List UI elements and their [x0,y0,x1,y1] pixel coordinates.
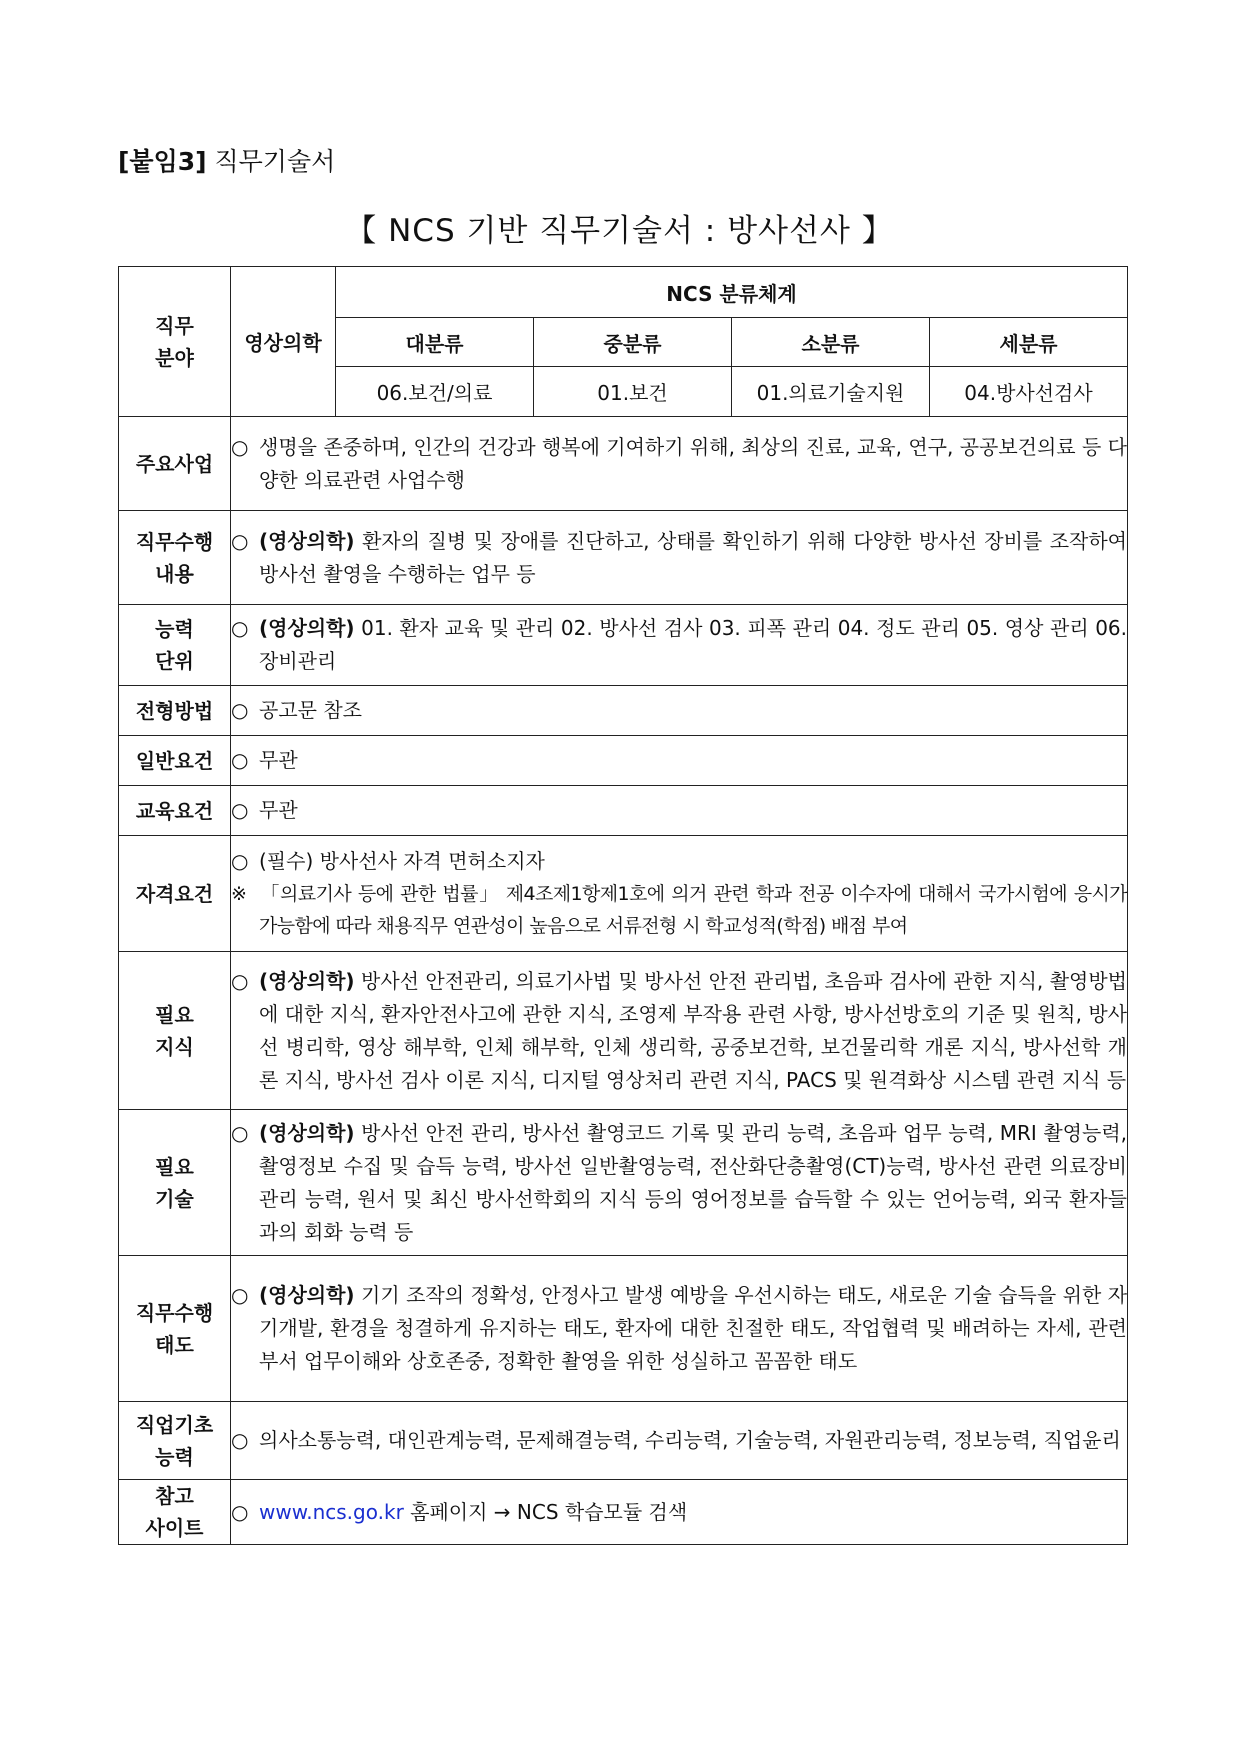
job-attitude-row [119,1256,1128,1402]
required-skills-row [119,1110,1128,1256]
required-knowledge-text: 방사선 안전관리, 의료기사법 및 방사선 안전 관리법, 초음파 검사에 관한 지식, 촬영방법에 대한 지식, 환자안전사고에 관한 지식, 조영제 부작용 관련 사항, 방사선방호의 기준 및 원칙, 방사선 병리학, 영상 해부학, 인체 해부학, 인체 생리학, 공중보건학, 보건물리학 개론 지식, 방사선학 개론 지식, 방사선 검사 이론 지식, 디지털 영상처리 관련 지식, PACS 및 원격화상 시스템 관련 지식 등 [259,968,1128,1092]
reference-site-label: 참고 사이트 [119,1480,231,1545]
reference-site-text: 홈페이지 → NCS 학습모듈 검색 [410,1499,688,1524]
education-requirement-row [119,786,1128,836]
job-attitude-content [231,1256,1128,1402]
selection-method-content [231,686,1128,736]
required-knowledge-label: 필요 지식 [119,952,231,1110]
selection-method-label: 전형방법 [119,686,231,736]
job-content-label: 직무수행 내용 [119,511,231,605]
job-content-row [119,511,1128,605]
required-skills-text: 방사선 안전 관리, 방사선 촬영코드 기록 및 관리 능력, 초음파 업무 능력, MRI 촬영능력, 촬영정보 수집 및 습득 능력, 방사선 일반촬영능력, 전산화단층촬영(CT)능력, 방사선 관련 의료장비 관리 능력, 원서 및 최신 방사선학회의 지식 등의 영어정보를 습득할 수 있는 언어능력, 외국 환자들과의 회화 능력 등 [259,1120,1128,1244]
circle-bullet-icon: ○ [231,849,249,873]
reference-mark-icon: ※ [231,883,247,905]
circle-bullet-icon: ○ [231,1428,249,1452]
basic-competency-content [231,1402,1128,1480]
attachment-title: 직무기술서 [214,147,336,176]
qualification-note: 「의료기사 등에 관한 법률」 제4조제1항제1호에 의거 관련 학과 전공 이수자에 대해서 국가시험에 응시가 가능함에 따라 채용직무 연관성이 높음으로 서류전형 시 학교성적(학점) 배점 부여 [259,883,1127,937]
qualification-content [231,836,1128,952]
job-attitude-prefix: (영상의학) [259,1283,355,1307]
attachment-tag: [붙임3] [118,147,207,176]
circle-bullet-icon: ○ [231,1499,249,1524]
circle-bullet-icon: ○ [231,1283,249,1307]
competency-units-prefix: (영상의학) [259,616,355,640]
selection-method-row [119,686,1128,736]
circle-bullet-icon: ○ [231,616,249,640]
circle-bullet-icon: ○ [231,798,249,822]
middle-category-value: 01.보건 [534,367,732,417]
main-business-row [119,417,1128,511]
education-requirement-content [231,786,1128,836]
job-field-label: 직무 분야 [119,267,231,417]
sub-category-header: 세분류 [930,318,1128,367]
general-requirement-content [231,736,1128,786]
circle-bullet-icon: ○ [231,968,249,993]
job-description-table [118,266,1128,1545]
attachment-heading [118,142,335,178]
basic-competency-label: 직업기초 능력 [119,1402,231,1480]
job-content-content [231,511,1128,605]
required-skills-prefix: (영상의학) [259,1120,355,1145]
circle-bullet-icon: ○ [231,434,249,459]
qualification-text: (필수) 방사선사 자격 면허소지자 [259,849,545,873]
general-requirement-label: 일반요건 [119,736,231,786]
job-content-prefix: (영상의학) [259,528,355,553]
required-knowledge-prefix: (영상의학) [259,968,355,993]
competency-units-label: 능력 단위 [119,605,231,686]
main-business-content [231,417,1128,511]
main-business-label: 주요사업 [119,417,231,511]
ncs-classification-header: NCS 분류체계 [336,267,1128,318]
ncs-website-link[interactable]: www.ncs.go.kr [259,1499,404,1524]
education-requirement-text: 무관 [259,798,298,822]
major-category-value: 06.보건/의료 [336,367,534,417]
required-knowledge-content [231,952,1128,1110]
general-requirement-row [119,736,1128,786]
main-business-text: 생명을 존중하며, 인간의 건강과 행복에 기여하기 위해, 최상의 진료, 교육, 연구, 공공보건의료 등 다양한 의료관련 사업수행 [259,434,1127,492]
classification-header-row [119,267,1128,318]
required-skills-label: 필요 기술 [119,1110,231,1256]
competency-units-row [119,605,1128,686]
circle-bullet-icon: ○ [231,698,249,722]
qualification-row [119,836,1128,952]
sub-category-value: 04.방사선검사 [930,367,1128,417]
competency-units-text: 01. 환자 교육 및 관리 02. 방사선 검사 03. 피폭 관리 04. 정도 관리 05. 영상 관리 06. 장비관리 [259,616,1127,673]
job-attitude-label: 직무수행 태도 [119,1256,231,1402]
competency-units-content [231,605,1128,686]
education-requirement-label: 교육요건 [119,786,231,836]
middle-category-header: 중분류 [534,318,732,367]
reference-site-content [231,1480,1128,1545]
job-field-value: 영상의학 [231,267,336,417]
minor-category-header: 소분류 [732,318,930,367]
qualification-label: 자격요건 [119,836,231,952]
basic-competency-row [119,1402,1128,1480]
circle-bullet-icon: ○ [231,528,249,553]
circle-bullet-icon: ○ [231,1120,249,1145]
selection-method-text: 공고문 참조 [259,698,362,722]
required-knowledge-row [119,952,1128,1110]
major-category-header: 대분류 [336,318,534,367]
job-attitude-text: 기기 조작의 정확성, 안정사고 발생 예방을 우선시하는 태도, 새로운 기술 습득을 위한 자기개발, 환경을 청결하게 유지하는 태도, 환자에 대한 친절한 태도, 작업협력 및 배려하는 자세, 관련부서 업무이해와 상호존중, 정확한 촬영을 위한 성실하고 꼼꼼한 태도 [259,1283,1128,1373]
required-skills-content [231,1110,1128,1256]
reference-site-row [119,1480,1128,1545]
general-requirement-text: 무관 [259,748,298,772]
circle-bullet-icon: ○ [231,748,249,772]
job-content-text: 환자의 질병 및 장애를 진단하고, 상태를 확인하기 위해 다양한 방사선 장비를 조작하여 방사선 촬영을 수행하는 업무 등 [259,528,1127,586]
document-title: 【 NCS 기반 직무기술서 : 방사선사 】 [345,213,894,249]
minor-category-value: 01.의료기술지원 [732,367,930,417]
basic-competency-text: 의사소통능력, 대인관계능력, 문제해결능력, 수리능력, 기술능력, 자원관리능력, 정보능력, 직업윤리 [259,1428,1121,1452]
